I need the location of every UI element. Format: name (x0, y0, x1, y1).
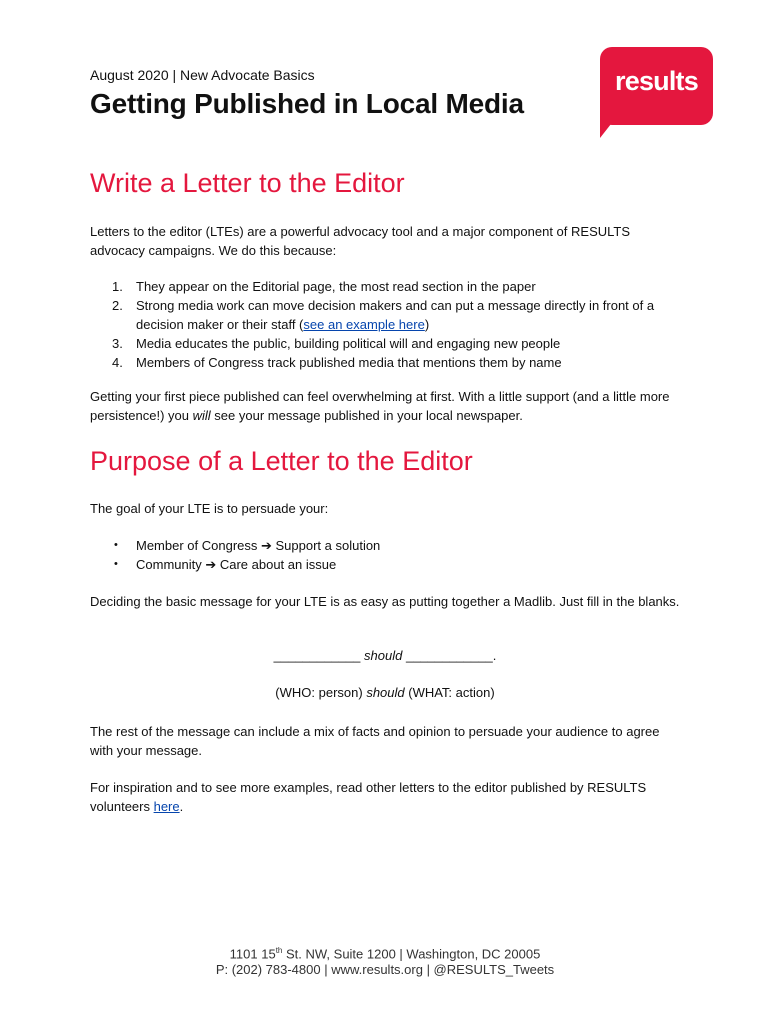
rest-of-message: The rest of the message can include a mix of facts and opinion to persuade your audience to agree with your message. (90, 724, 660, 758)
madlib-key (90, 685, 680, 700)
document-eyebrow: August 2020 | New Advocate Basics (90, 67, 315, 83)
list-item (90, 536, 680, 555)
here-link[interactable]: here (153, 799, 180, 814)
section-heading-write-letter: Write a Letter to the Editor (90, 168, 405, 198)
list-item-text: Members of Congress track published media that mentions them by name (136, 355, 562, 370)
list-item-text: They appear on the Editorial page, the most read section in the paper (136, 279, 536, 294)
list-item-text: Strong media work can move decision makers and can put a message directly in front of a decision maker or their staff ( (136, 298, 655, 332)
madlib-blank-what: ____________. (405, 648, 497, 663)
section2-intro: The goal of your LTE is to persuade your: (90, 501, 329, 516)
bullet-marker: • (114, 539, 118, 551)
list-marker: 2. (112, 298, 123, 313)
inspiration (90, 778, 680, 816)
list-item (90, 555, 680, 574)
closing-emphasis: will (192, 408, 211, 423)
madlib-intro: Deciding the basic message for your LTE is as easy as putting together a Madlib. Just fill in the blanks. (90, 594, 680, 609)
inspiration-text: For inspiration and to see more examples, read other letters to the editor published by RESULTS volunteers (90, 780, 647, 814)
list-item-text-end: ) (424, 317, 430, 332)
inspiration-end: . (179, 799, 184, 814)
bullet-marker: • (114, 558, 118, 570)
list-item-text: Community ➔ Care about an issue (136, 557, 337, 572)
list-item-text: Member of Congress ➔ Support a solution (136, 538, 381, 553)
list-marker: 3. (112, 336, 123, 351)
list-item (90, 334, 680, 353)
footer-contact: P: (202) 783-4800 | www.results.org | @RESULTS_Tweets (215, 962, 555, 977)
list-item (90, 277, 680, 296)
section-heading-purpose: Purpose of a Letter to the Editor (90, 446, 473, 476)
footer-address-b: St. NW, Suite 1200 | Washington, DC 20005 (282, 946, 541, 962)
list-marker: 1. (112, 279, 123, 294)
madlib-key-should: should (366, 685, 405, 700)
madlib-template (90, 648, 680, 663)
logo-text: results (615, 66, 698, 96)
closing-text-end: see your message published in your local newspaper. (210, 408, 523, 423)
footer-address-a: 1101 15 (229, 946, 276, 962)
list-item (90, 296, 680, 334)
results-logo (600, 47, 713, 125)
list-item-text: Media educates the public, building political will and engaging new people (136, 336, 561, 351)
section1-intro: Letters to the editor (LTEs) are a powerful advocacy tool and a major component of RESULTS advocacy campaigns. We do this because: (90, 224, 631, 258)
closing-text: Getting your first piece published can feel overwhelming at first. With a little support (and a little more persistence!) you (90, 389, 670, 423)
madlib-should: should (364, 648, 403, 663)
goals-list (90, 536, 680, 574)
madlib-blank-who: ____________ (273, 648, 361, 663)
list-item (90, 353, 680, 372)
example-link[interactable]: see an example here (303, 317, 425, 332)
footer-address-sup: th (275, 946, 283, 955)
page-title: Getting Published in Local Media (90, 88, 524, 119)
list-marker: 4. (112, 355, 123, 370)
reasons-list (90, 277, 680, 372)
madlib-key-who: (WHO: person) (275, 685, 367, 700)
section1-closing (90, 387, 680, 425)
madlib-key-what: (WHAT: action) (404, 685, 495, 700)
